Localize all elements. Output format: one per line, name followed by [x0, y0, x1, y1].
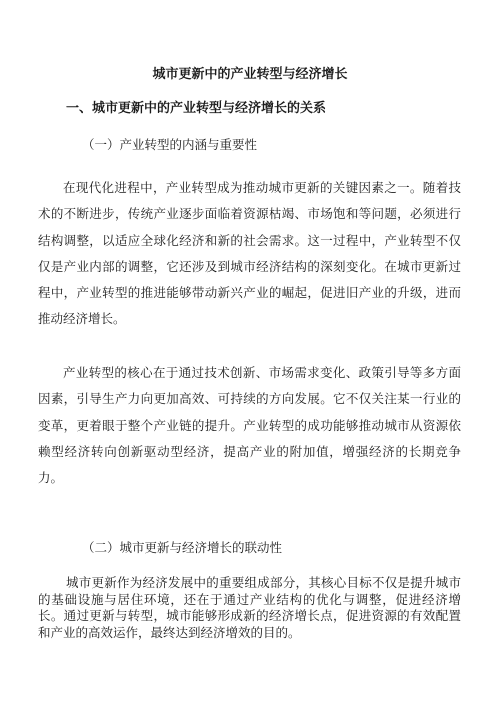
section-heading: 一、城市更新中的产业转型与经济增长的关系	[66, 101, 327, 116]
subsection-heading: （一）产业转型的内涵与重要性	[82, 137, 258, 152]
subsection-heading: （二）城市更新与经济增长的联动性	[82, 540, 283, 555]
document-title: 城市更新中的产业转型与经济增长	[152, 67, 348, 82]
paragraph: 城市更新作为经济发展中的重要组成部分，其核心目标不仅是提升城市的基础设施与居住环境，还在于通过产业结构的优化与调整，促进经济增长。通过更新与转型，城市能够形成新的经济增长点，促进资源的有效配置和产业的高效运作，最终达到经济增效的目的。	[38, 575, 461, 641]
paragraph: 在现代化进程中，产业转型成为推动城市更新的关键因素之一。随着技术的不断进步，传统产业逐步面临着资源枯竭、市场饱和等问题，必须进行结构调整，以适应全球化经济和新的社会需求。这一过程中，产业转型不仅仅是产业内部的调整，它还涉及到城市经济结构的深刻变化。在城市更新过程中，产业转型的推进能够带动新兴产业的崛起，促进旧产业的升级，进而推动经济增长。	[38, 180, 461, 327]
paragraph: 产业转型的核心在于通过技术创新、市场需求变化、政策引导等多方面因素，引导生产力向更加高效、可持续的方向发展。它不仅关注某一行业的变革，更着眼于整个产业链的提升。产业转型的成功能够推动城市从资源依赖型经济转向创新驱动型经济，提高产业的附加值，增强经济的长期竞争力。	[38, 365, 461, 486]
